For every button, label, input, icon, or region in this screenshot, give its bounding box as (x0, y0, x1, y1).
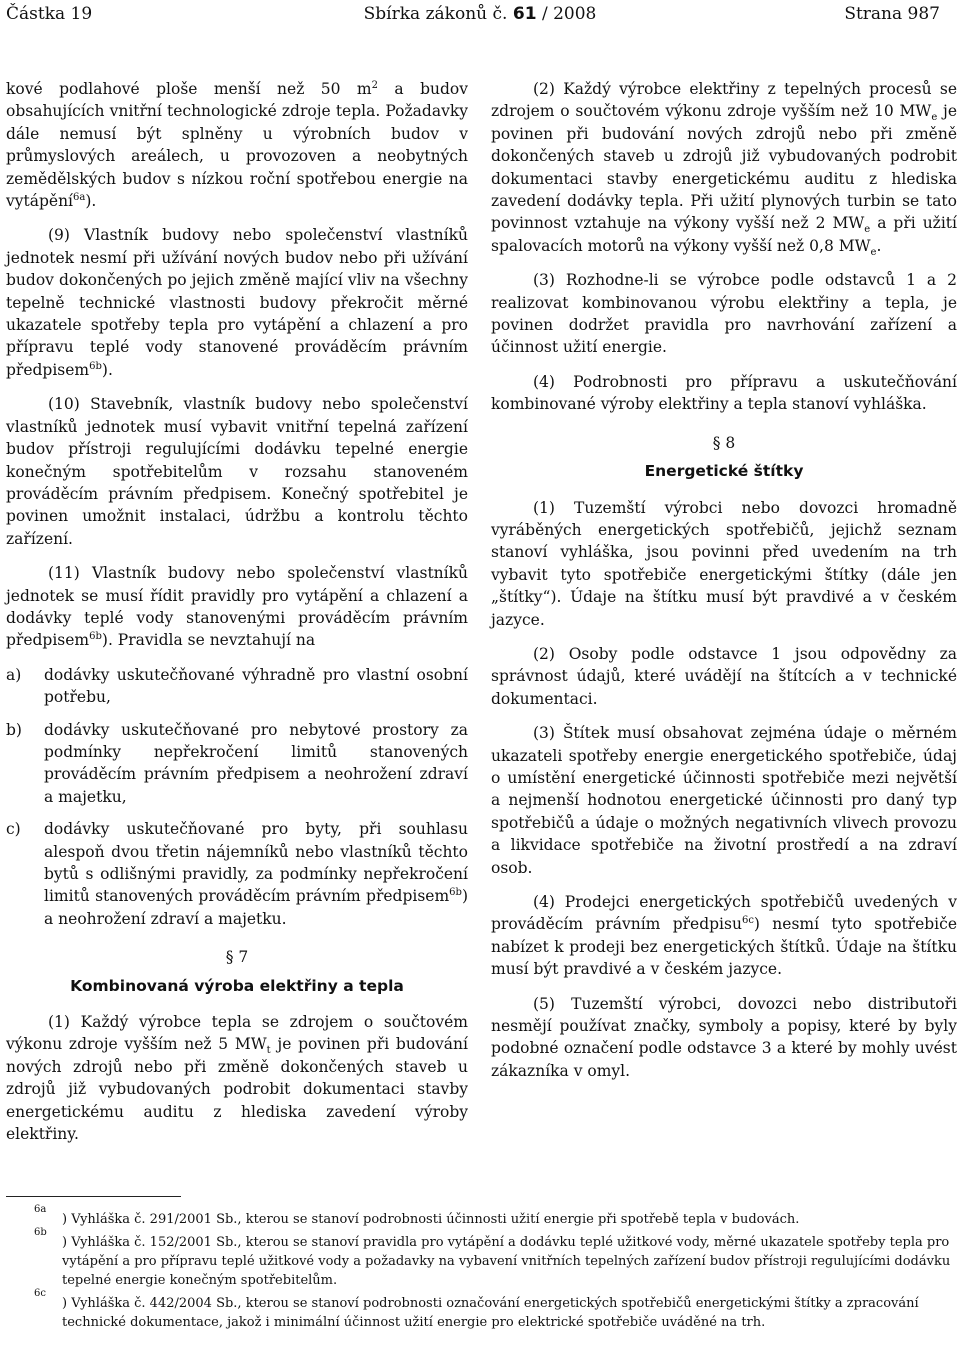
issue-number: Částka 19 (6, 4, 93, 24)
section-7-paragraph-4: (4) Podrobnosti pro přípravu a uskutečňování kombinované výroby elektřiny a tepla stanoví vyhláška. (491, 372, 957, 414)
paragraph-continuation: kové podlahové ploše menší než 50 $m^2$ a budov obsahujících vnitřní technologické zdroje tepla. Požadavky dále nemusí být splněny u výrobních budov v průmyslových areálech, u provozoven a neobytných zemědělských budov s nízkou roční spotřebou energie na vytápění$^{6a}$). (6, 79, 468, 211)
section-7-paragraph-3: (3) Rozhodne-li se výrobce podle odstavců 1 a 2 realizovat kombinovanou výrobu elektřiny a tepla, je povinen dodržet pravidla pro navrhování zařízení a účinnost užití energie. (491, 271, 957, 357)
page-number: Strana 987 (844, 4, 940, 24)
list-item: a) dodávky uskutečňované výhradně pro vlastní osobní potřebu, (6, 665, 468, 707)
section-8-symbol: § 8 (712, 433, 736, 452)
list-item: b) dodávky uskutečňované pro nebytové prostory za podmínky nepřekročení limitů stanovených prováděcím právním předpisem a neohrožení zdraví a majetku, (6, 720, 468, 806)
list-item: c) dodávky uskutečňované pro byty, při souhlasu alespoň dvou třetin nájemníků nebo vlastníků těchto bytů s odlišnými pravidly, za podmínky nepřekročení limitů stanovených prováděcím právním předpisem$^{6b}$) a neohrožení zdraví a majetku. (6, 820, 468, 928)
footnote-divider (6, 1196, 181, 1197)
right-column (491, 78, 957, 1094)
section-7-title: Kombinovaná výroba elektřiny a tepla (70, 976, 404, 995)
exception-list (6, 664, 468, 930)
footnotes (6, 1204, 956, 1336)
section-8-paragraph-4: (4) Prodejci energetických spotřebičů uvedených v prováděcím právním předpisu$^{6c}$) nesmí tyto spotřebiče nabízet k prodeji bez energetických štítků. Údaje na štítku musí být pravdivé a v českém jazyce. (491, 893, 957, 979)
footnote-6c: 6c ) Vyhláška č. 442/2004 Sb., kterou se stanoví podrobnosti označování energetických spotřebičů energetickými štítky a zpracování technické dokumentace, jakož i minimální účinnost užití energie pro elektrické spotřebiče uváděné na trh. (34, 1288, 919, 1330)
paragraph-11: (11) Vlastník budovy nebo společenství vlastníků jednotek se musí řídit pravidly pro vytápění a chlazení a dodávky teplé vody stanovenými prováděcím právním předpisem$^{6b}$). Pravidla se nevztahují na (6, 564, 468, 650)
section-7-paragraph-2: (2) Každý výrobce elektřiny z tepelných procesů se zdrojem o součtovém výkonu zdroje vyšším než 10 $MW_e$ je povinen při budování nových zdrojů nebo při změně dokončených staveb u zdrojů již vybudovaných podrobit dokumentaci stavby energetickému auditu z hlediska zavedení dodávky tepla. Při užití plynových turbin se tato povinnost vztahuje na výkony vyšší než 2 $MW_e$ a při užití spalovacích motorů na výkony vyšší než 0,8 $MW_e$. (491, 80, 958, 258)
section-8-paragraph-3: (3) Štítek musí obsahovat zejména údaje o měrném ukazateli spotřeby energie energetického spotřebiče, údaj o umístění energetické účinnosti spotřebiče mezi největší a nejmenší hodnotou energetické účinnosti pro daný typ spotřebičů a údaje o možných negativních vlivech provozu a likvidace spotřebiče na životní prostředí a na zdraví osob. (491, 724, 957, 877)
paragraph-9: (9) Vlastník budovy nebo společenství vlastníků jednotek nesmí při užívání nových budov nebo při užívání budov dokončených po jejich změně mající vliv na všechny tepelně technické vlastnosti budovy překročit měrné ukazatele spotřeby tepla pro vytápění a chlazení a pro přípravu teplé vody stanovené prováděcím právním předpisem$^{6b}$). (6, 226, 468, 379)
section-8-paragraph-1: (1) Tuzemští výrobci nebo dovozci hromadně vyráběných energetických spotřebičů, jejichž seznam stanoví vyhláška, jsou povinni před uvedením na trh vybavit tyto spotřebiče energetickými štítky (dále jen „štítky“). Údaje na štítku musí být pravdivé a v českém jazyce. (491, 498, 957, 629)
left-column (6, 78, 468, 1157)
section-7-paragraph-1: (1) Každý výrobce tepla se zdrojem o součtovém výkonu zdroje vyšším než 5 $MW_t$ je povinen při budování nových zdrojů nebo při změně dokončených staveb u zdrojů již vybudovaných podrobit dokumentaci stavby energetickému auditu z hlediska zavedení výroby elektřiny. (6, 1013, 468, 1144)
section-8-title: Energetické štítky (644, 462, 804, 481)
page-header (0, 4, 960, 30)
footnote-6a: 6a ) Vyhláška č. 291/2001 Sb., kterou se stanoví podrobnosti účinnosti užití energie při spotřebě tepla v budovách. (34, 1204, 800, 1227)
section-8-paragraph-2: (2) Osoby podle odstavce 1 jsou odpovědny za správnost údajů, které uvádějí na štítcích a v technické dokumentaci. (491, 644, 957, 708)
collection-number: 61 (512, 4, 537, 24)
section-8-paragraph-5: (5) Tuzemští výrobci, dovozci nebo distributoři nesmějí používat značky, symboly a popisy, které by byly podobné označení podle odstavce 3 a které by mohly uvést zákazníka v omyl. (491, 994, 957, 1080)
collection-title: Sbírka zákonů č. 61 / 2008 (363, 4, 597, 24)
paragraph-10: (10) Stavebník, vlastník budovy nebo společenství vlastníků jednotek musí vybavit vnitřní tepelná zařízení budov přístroji regulujícími dodávku tepelné energie konečným spotřebitelům v rozsahu stanoveném prováděcím právním předpisem. Konečný spotřebitel je povinen umožnit instalaci, údržbu a kontrolu těchto zařízení. (6, 395, 468, 548)
footnote-6b: 6b ) Vyhláška č. 152/2001 Sb., kterou se stanoví pravidla pro vytápění a dodávku teplé užitkové vody, měrné ukazatele spotřeby tepla pro vytápění a pro přípravu teplé užitkové vody a požadavky na vybavení vnitřních tepelných zařízení budov přístroji regulujícími dodávku tepelné energie konečným spotřebitelům. (34, 1227, 951, 1288)
section-7-symbol: § 7 (225, 948, 249, 967)
